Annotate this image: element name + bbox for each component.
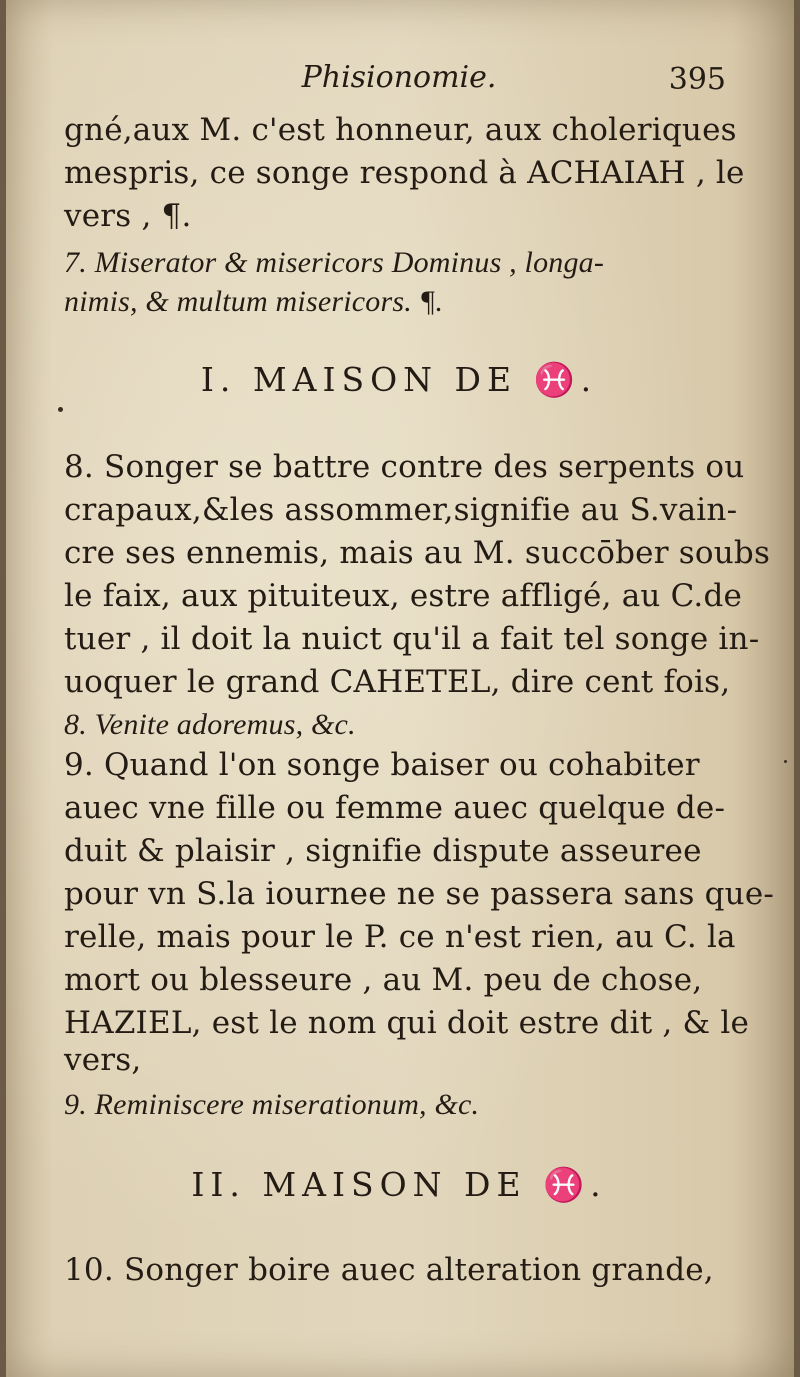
text-line: duit & plaisir , signifie dispute asseuree — [64, 833, 702, 869]
text-line: mort ou blesseure , au M. peu de chose, — [64, 962, 703, 998]
verse-line: 7. Miserator & misericors Dominus , longa- — [64, 246, 605, 279]
verse-line: 8. Venite adoremus, &c. — [64, 708, 356, 741]
text-line: HAZIEL, est le nom qui doit estre dit , & le — [64, 1005, 750, 1041]
text-line: relle, mais pour le P. ce n'est rien, au C. la — [64, 919, 736, 955]
text-line: 9. Quand l'on songe baiser ou cohabiter — [64, 747, 700, 783]
text-line: crapaux,&les assommer,signifie au S.vain- — [64, 492, 738, 528]
text-line: pour vn S.la iournee ne se passera sans que- — [64, 876, 775, 912]
text-line: vers , ¶. — [64, 198, 192, 234]
text-line: 10. Songer boire auec alteration grande, — [64, 1252, 714, 1288]
text-line: vers, — [64, 1042, 142, 1078]
verse-line: 9. Reminiscere miserationum, &c. — [64, 1088, 480, 1121]
text-line: cre ses ennemis, mais au M. succōber soubs — [64, 535, 771, 571]
text-line: auec vne fille ou femme auec quelque de- — [64, 790, 726, 826]
page-number: 395 — [668, 62, 726, 97]
book-page — [6, 0, 794, 1377]
section-heading: I. MAISON DE ♓. — [200, 360, 598, 399]
section-heading: II. MAISON DE ♓. — [191, 1165, 607, 1204]
running-title: Phisionomie. — [301, 60, 497, 95]
text-line: tuer , il doit la nuict qu'il a fait tel songe in- — [64, 621, 760, 657]
page-text — [64, 0, 775, 1377]
ink-speck — [58, 407, 63, 412]
text-line: 8. Songer se battre contre des serpents ou — [64, 449, 745, 485]
text-line: mespris, ce songe respond à ACHAIAH , le — [64, 155, 745, 191]
text-line: gné,aux M. c'est honneur, aux choleriques — [64, 112, 737, 148]
text-line: uoquer le grand CAHETEL, dire cent fois, — [64, 664, 731, 700]
ink-speck — [784, 760, 787, 763]
text-line: le faix, aux pituiteux, estre affligé, au C.de — [64, 578, 743, 614]
verse-line: nimis, & multum misericors. ¶. — [64, 285, 444, 318]
